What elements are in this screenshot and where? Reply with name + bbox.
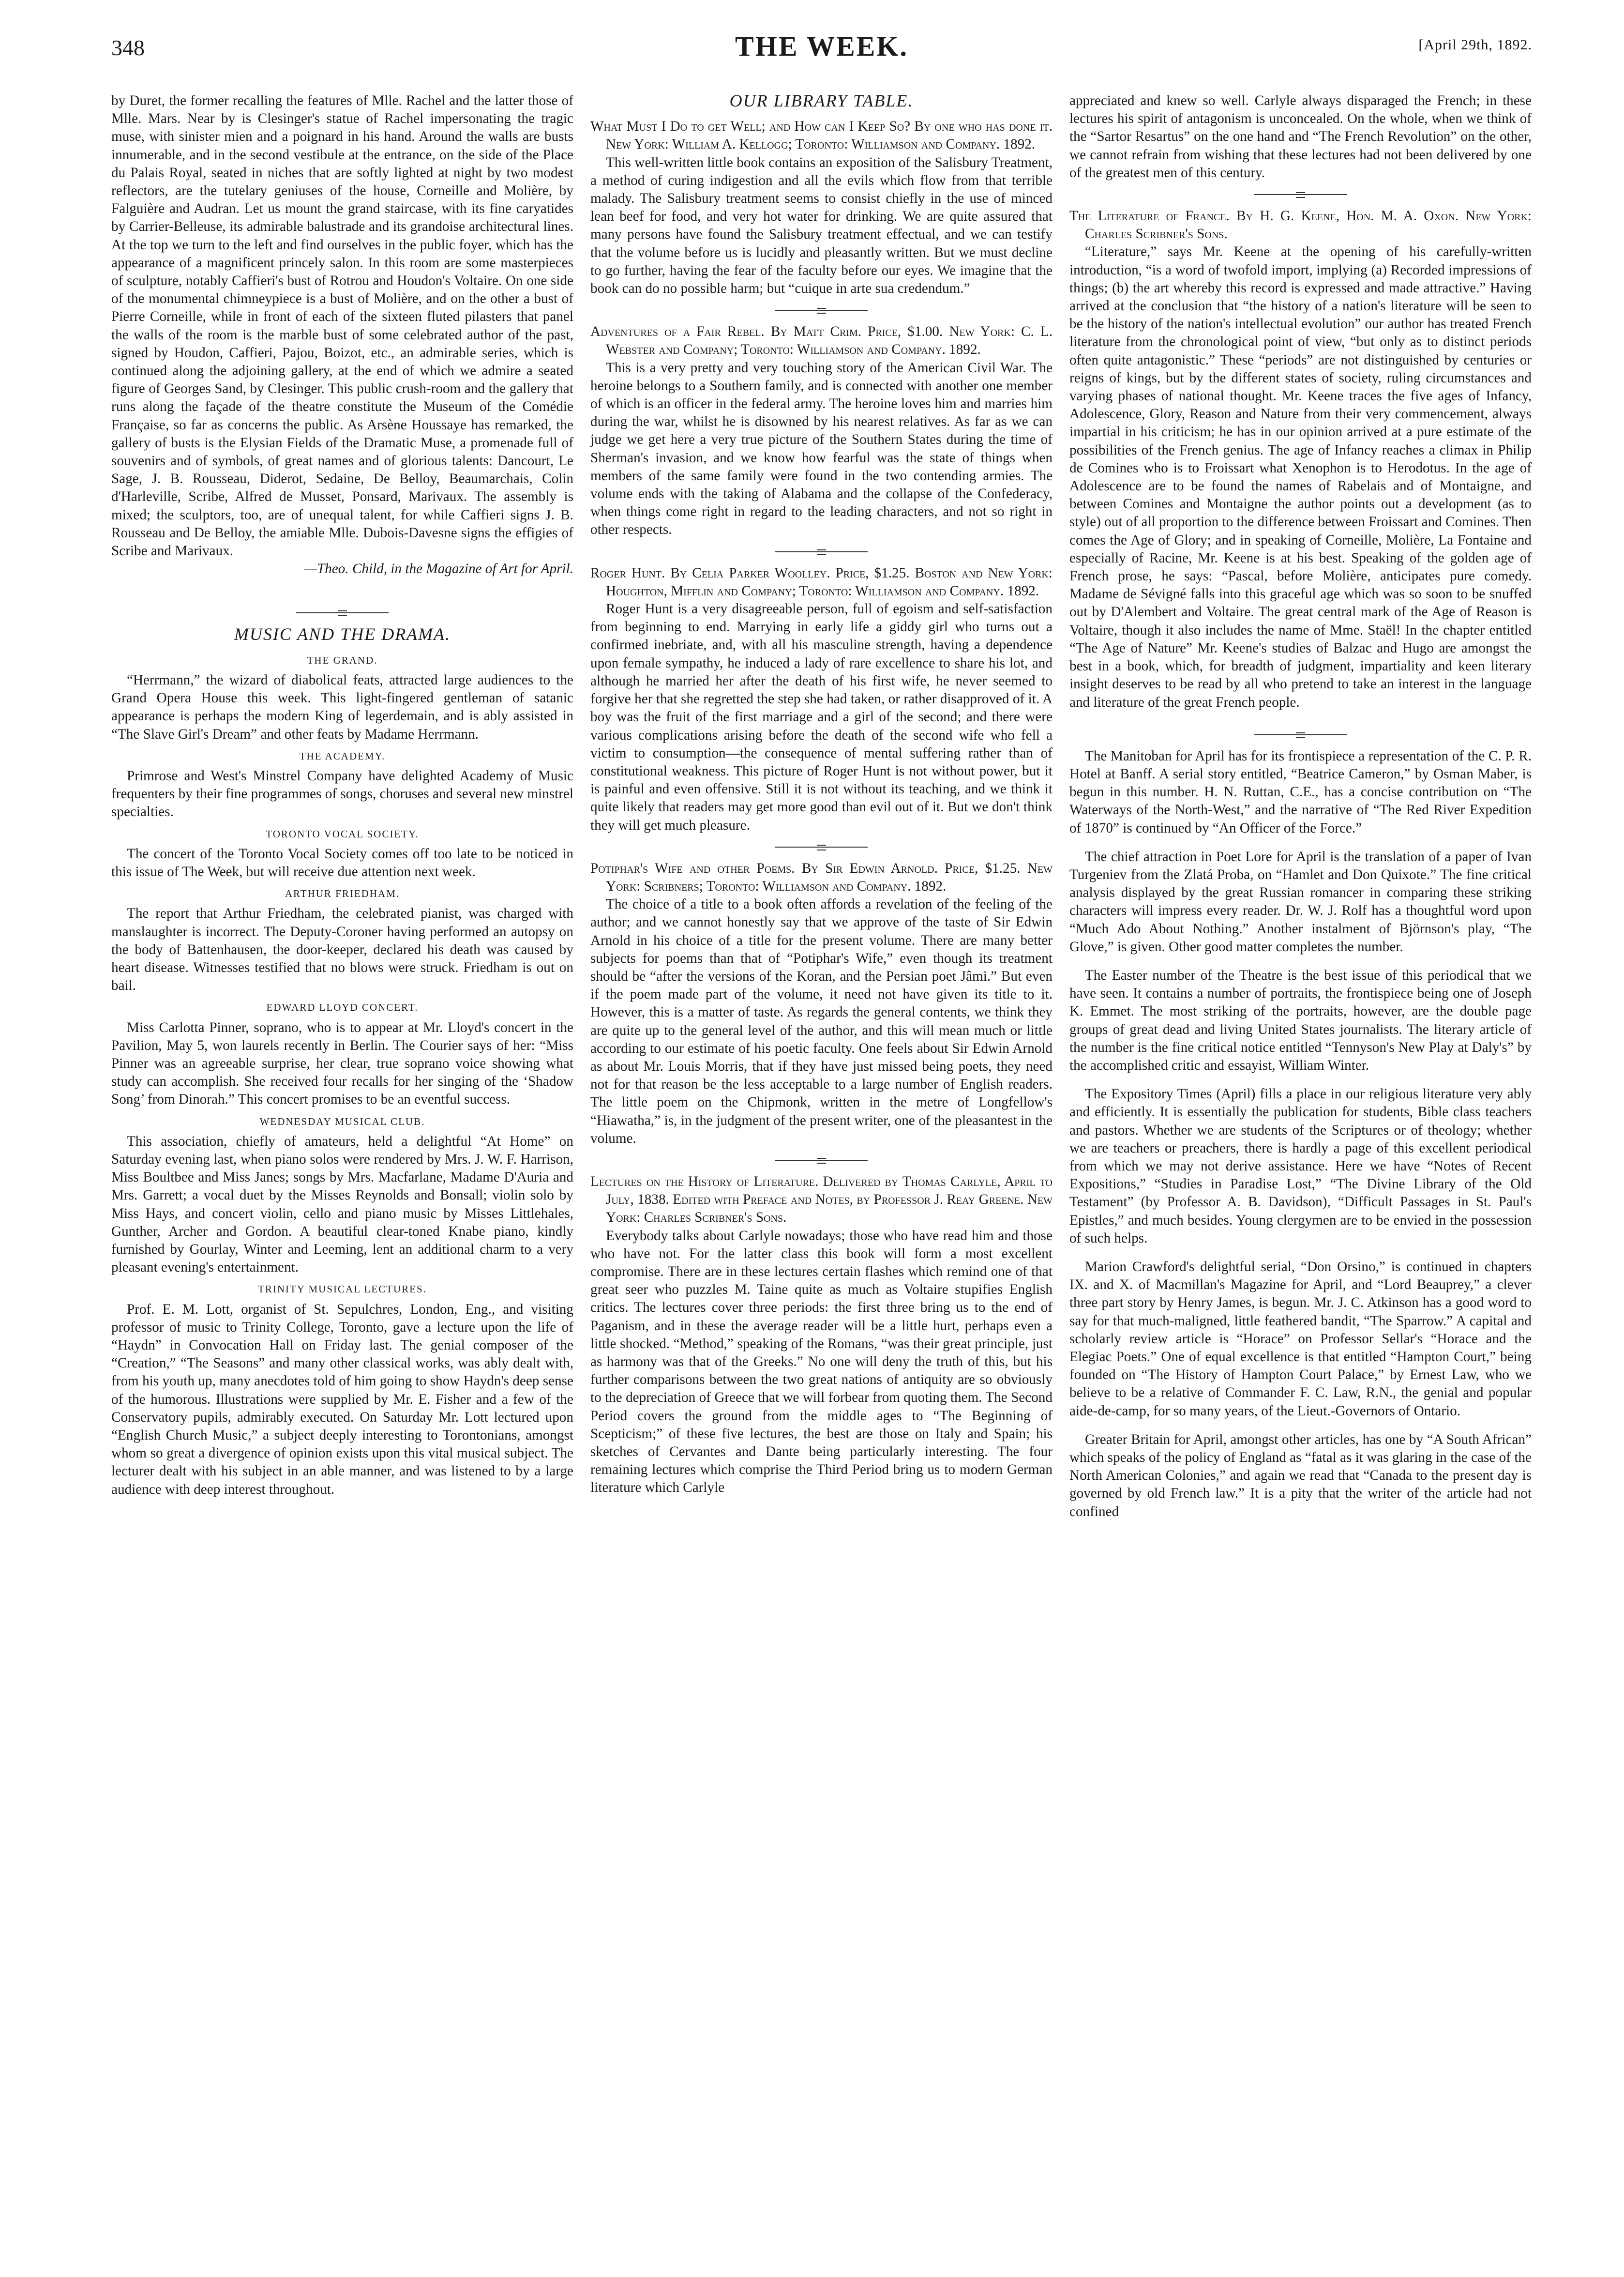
section-rule	[111, 609, 573, 617]
book-heading: Lectures on the History of Literature. Delivered by Thomas Carlyle, April to July, 1838. Edited with Preface and Notes, by Professor J. Reay Greene. New York: Charles Scribner's Sons.	[590, 1173, 1053, 1226]
column-right	[1069, 92, 1532, 1521]
book-heading: Roger Hunt. By Celia Parker Woolley. Price, $1.25. Boston and New York: Houghton, Mifflin and Company; Toronto: Williamson and Company. 1892.	[590, 565, 1053, 599]
periodical-note: Greater Britain for April, amongst other articles, has one by “A South African” which speaks of the policy of England as “fatal as it was glaring in the case of the North American Colonies,” and again we read that “Canada to the present day is governed by old French law.” It is a pity that the writer of the article had not confined	[1069, 1431, 1532, 1519]
subhead-lloyd-concert: EDWARD LLOYD CONCERT.	[266, 1002, 419, 1014]
periodical-note: The Easter number of the Theatre is the best issue of this periodical that we have seen. It contains a number of portraits, the frontispiece being one of Joseph K. Emmet. The most striking of the portraits, however, are the double page groups of great dead and living United States journalists. The literary article of the number is the fine critical notice entitled “Tennyson's New Play at Daly's” by the accomplished critic and essayist, William Winter.	[1069, 967, 1532, 1073]
issue-date: [April 29th, 1892.	[1418, 37, 1532, 53]
item-trinity-lectures: Prof. E. M. Lott, organist of St. Sepulchres, London, Eng., and visiting professor of music to Trinity College, Toronto, gave a lecture upon the life of “Haydn” in Convocation Hall on Friday last. The genial composer of the “Creation,” “The Seasons” and many other classical works, was ably dealt with, from his youth up, many anecdotes told of him going to show Haydn's deep sense of the humorous. Illustrations were supplied by Mr. E. Fisher and a few of the Conservatory pupils, admirably executed. On Saturday Mr. Lott lectured upon “English Church Music,” a subject deeply interesting to Torontonians, amongst whom so great a divergence of opinion exists upon this vital musical subject. The lecturer dealt with his subject in an able manner, and was listened to by a large audience with deep interest throughout.	[111, 1301, 573, 1497]
subhead-wednesday-club: WEDNESDAY MUSICAL CLUB.	[259, 1115, 425, 1127]
section-rule	[1069, 731, 1532, 739]
periodical-note: Marion Crawford's delightful serial, “Don Orsino,” is continued in chapters IX. and X. of Macmillan's Magazine for April, and “Lord Beauprey,” a clever three part story by Henry James, is begun. Mr. J. C. Atkinson has a good word to say for that much-maligned, little feathered bandit, “The Sparrow.” A capital and scholarly review article is “Horace” on Professor Sellar's “Horace and the Elegiac Poets.” One of equal excellence is that entitled “Hampton Court,” being founded on “The History of Hampton Court Palace,” by Ernest Law, who we believe to be a relative of Commander F. C. Law, R.N., the genial and popular aide-de-camp, for so many years, of the Lieut.-Governors of Ontario.	[1069, 1259, 1532, 1419]
column-middle	[590, 92, 1053, 1497]
section-title-library-table: OUR LIBRARY TABLE.	[729, 91, 914, 110]
book-review: The choice of a title to a book often affords a revelation of the feeling of the author; and we cannot honestly say that we approve of the taste of Sir Edwin Arnold in his choice of a title for the present volume. There are many better subjects for poems than that of “Potiphar's Wife,” even though its treatment should be “after the versions of the Koran, and the Persian poet Jâmi.” But even if the poem made part of the volume, it need not have given its title to it. However, this is a matter of taste. As regards the general contents, we think they are quite up to the general level of the author, and this will mean much or little according to our estimate of his poetic faculty. One feels about Sir Edwin Arnold as about Mr. Louis Morris, that if they have just missed being poets, they need not for that reason be the less acceptable to a large number of English readers. The little poem on the Chipmonk, written in the metre of Longfellow's “Hiawatha,” is, in the judgment of the present writer, one of the pleasantest in the volume.	[590, 896, 1053, 1146]
subhead-academy: THE ACADEMY.	[299, 750, 386, 762]
book-heading: Potiphar's Wife and other Poems. By Sir Edwin Arnold. Price, $1.25. New York: Scribners; Toronto: Williamson and Company. 1892.	[590, 860, 1053, 894]
item-vocal-society: The concert of the Toronto Vocal Society comes off too late to be noticed in this issue of The Week, but will receive due attention next week.	[111, 846, 573, 880]
book-review: “Literature,” says Mr. Keene at the opening of his carefully-written introduction, “is a word of twofold import, implying (a) Recorded impressions of things; (b) the art whereby this record is expressed and made attractive.” Having arrived at the conclusion that “the history of a nation's literature will be seen to be the history of the nation's intellectual evolution” our author has treated French literature from the chronological point of view, “but only as to distinct periods often quite antagonistic.” These “periods” are not distinguished by centuries or reigns of kings, but by the different states of society, ruling circumstances and varying phases of national thought. Mr. Keene traces the five ages of Infancy, Adolescence, Glory, Reason and Nature from their very commencement, always impartial in his criticism; he has in our opinion arrived at a pure estimate of the possibilities of the French genius. The age of Infancy reaches a climax in Philip de Comines who is to Froissart what Xenophon is to Herodotus. In the age of Adolescence are to be found the names of Rabelais and of Montaigne, and between Comines and Montaigne the author points out a development (as to style) out of all proportion to the difference between Froissart and Comines. Then comes the Age of Glory; and in speaking of Corneille, Molière, La Fontaine and especially of Racine, Mr. Keene is at his best. Speaking of the golden age of French prose, he says: “Pascal, before Molière, anticipates pure comedy. Madame de Sévigné falls into this graceful age which was so soon to be snuffed out by D'Alembert and Voltaire. The great central mark of the Age of Reason is Voltaire, though it also includes the name of Mme. Staël! In the chapter entitled “The Age of Nature” Mr. Keene's studies of Balzac and Hugo are amongst the best in a book, which, for breadth of judgment, impartiality and keen literary insight deserves to be read by all who pretend to take an interest in the language and literature of the great French people.	[1069, 244, 1532, 710]
item-friedham: The report that Arthur Friedham, the celebrated pianist, was charged with manslaughter is incorrect. The Deputy-Coroner having performed an autopsy on the body of Battenhausen, the door-keeper, declared his death was caused by heart disease. Witnesses testified that no blows were struck. Friedham is out on bail.	[111, 906, 573, 994]
item-wednesday-club: This association, chiefly of amateurs, held a delightful “At Home” on Saturday evening last, when piano solos were rendered by Mrs. J. W. F. Harrison, Miss Boultbee and Miss Janes; songs by Mrs. Macfarlane, Madame D'Auria and Mrs. Garrett; a vocal duet by the Misses Reynolds and Bonsall; violin solo by Miss Hays, and concert violin, cello and piano music by Misses Littlehales, Gunther, Archer and Gordon. A beautiful clear-toned Knabe piano, kindly furnished by Gourlay, Winter and Leeming, lent an additional charm to a very pleasant evening's entertainment.	[111, 1133, 573, 1275]
book-heading: The Literature of France. By H. G. Keene, Hon. M. A. Oxon. New York: Charles Scribner's Sons.	[1069, 208, 1532, 242]
subhead-trinity-lectures: TRINITY MUSICAL LECTURES.	[258, 1283, 427, 1295]
review-rule	[590, 843, 1053, 851]
item-lloyd-concert: Miss Carlotta Pinner, soprano, who is to appear at Mr. Lloyd's concert in the Pavilion, May 5, won laurels recently in Berlin. The Courier says of her: “Miss Pinner was an agreeable surprise, her clear, true soprano voice showing what study can accomplish. She received four recalls for her singing of the ‘Shadow Song’ from Dinorah.” This concert promises to be an eventful success.	[111, 1019, 573, 1108]
book-heading: What Must I Do to get Well; and How can I Keep So? By one who has done it. New York: William A. Kellogg; Toronto: Williamson and Company. 1892.	[590, 119, 1053, 152]
book-review: This is a very pretty and very touching story of the American Civil War. The heroine belongs to a Southern family, and is connected with another one member of which is an officer in the federal army. The heroine loves him and marries him during the war, whilst he is disowned by his nearest relatives. As far as we can judge we get here a very true picture of the Southern States during the time of Sherman's invasion, and we know how fearful was the state of things when members of the same family were found in the two contending armies. The volume ends with the taking of Alabama and the collapse of the Confederacy, when things come right in regard to the leading characters, and not so right in other respects.	[590, 360, 1053, 538]
subhead-vocal-society: TORONTO VOCAL SOCIETY.	[266, 828, 419, 840]
book-heading: Adventures of a Fair Rebel. By Matt Crim. Price, $1.00. New York: C. L. Webster and Company; Toronto: Williamson and Company. 1892.	[590, 324, 1053, 358]
article-continuation: by Duret, the former recalling the features of Mlle. Rachel and the latter those of Mlle. Mars. Near by is Clesinger's statue of Rachel impersonating the tragic muse, with sinister mien and a poignard in his hand. Around the walls are busts innumerable, and in the second vestibule at the entrance, on the side of the Place du Palais Royal, seated in niches that are softly lighted at night by two modest reflectors, are the tutelary geniuses of the house, Corneille and Molière, by Falguière and Audran. Let us mount the grand staircase, with its fine caryatides by Carrier-Belleuse, its admirable balustrade and its grandoise architectural lines. At the top we turn to the left and find ourselves in the public foyer, which has the appearance of a magnificent princely salon. In this room are some masterpieces of sculpture, notably Caffieri's bust of Rotrou and Houdon's Voltaire. On one side of the monumental chimneypiece is a bust of Molière, and on the other a bust of Pierre Corneille, while in front of each of the sixteen fluted pilasters that panel the walls of the room is the marble bust of some celebrated author of the past, signed by Houdon, Caffieri, Pajou, Boizot, etc., an admirable series, which is continued along the adjoining gallery, at the end of which we admire a seated figure of Georges Sand, by Clesinger. This public crush-room and the gallery that runs along the façade of the theatre constitute the Museum of the Comédie Française, so far as concerns the public. As Arsène Houssaye has remarked, the gallery of busts is the Elysian Fields of the Dramatic Muse, a promenade full of souvenirs and of symbols, of great names and of glorious talents: Dancourt, Le Sage, J. B. Rousseau, Diderot, Sedaine, De Belloy, Beaumarchais, Colin d'Harleville, Scribe, Alfred de Musset, Ponsard, Marivaux. The assembly is mixed; the sculptors, too, are of unequal talent, for while Caffieri signs J. B. Rousseau and De Belloy, the amiable Mlle. Dubois-Davesne signs the effigies of Scribe and Marivaux.	[111, 93, 573, 559]
periodical-note: The Expository Times (April) fills a place in our religious literature very ably and efficiently. It is essentially the publication for students, Bible class teachers and pastors. Whether we are students of the Scriptures or of theology; whether we are teachers or preachers, there is hardly a page of this excellent periodical from which we may not derive assistance. Here we have “Notes of Recent Expositions,” “Studies in Paradise Lost,” “The Divine Library of the Old Testament” (by Professor A. B. Davidson), “Difficult Passages in St. Paul's Epistles,” and much besides. Young clergymen are to be envied in the possession of such helps.	[1069, 1086, 1532, 1246]
masthead: THE WEEK.	[735, 30, 908, 62]
periodical-note: The chief attraction in Poet Lore for April is the translation of a paper of Ivan Turgeniev from the Zlatá Proba, on “Hamlet and Don Quixote.” The fine critical analysis displayed by the great Russian romancer in comparing these striking characters will impress every reader. Dr. W. J. Rolf has a thoughtful word upon “Much Ado About Nothing.” Another instalment of Björnson's play, “The Glove,” is given. Other good matter completes the number.	[1069, 849, 1532, 955]
periodical-note: The Manitoban for April has for its frontispiece a representation of the C. P. R. Hotel at Banff. A serial story entitled, “Beatrice Cameron,” by Osman Maber, is begun in this number. H. N. Ruttan, C.E., has a concise contribution on “The Waterways of the North-West,” and the narrative of “The Red River Expedition of 1870” is continued by “An Officer of the Force.”	[1069, 748, 1532, 836]
review-continuation: appreciated and knew so well. Carlyle always disparaged the French; in these lectures his spirit of antagonism is unconcealed. On the whole, when we think of the “Sartor Resartus” on the one hand and “The French Revolution” on the other, we cannot refrain from wishing that these lectures had not been delivered by one of the greatest men of this century.	[1069, 93, 1532, 181]
column-left	[111, 92, 573, 1499]
page-header	[111, 30, 1532, 64]
article-attribution: —Theo. Child, in the Magazine of Art for April.	[304, 561, 573, 577]
review-rule	[590, 306, 1053, 314]
item-academy: Primrose and West's Minstrel Company have delighted Academy of Music frequenters by their fine programmes of songs, choruses and several new minstrel specialties.	[111, 768, 573, 820]
item-grand: “Herrmann,” the wizard of diabolical feats, attracted large audiences to the Grand Opera House this week. This light-fingered gentleman of satanic appearance is perhaps the modern King of legerdemain, and is ably assisted in “The Slave Girl's Dream” and other feats by Madame Herrmann.	[111, 672, 573, 742]
book-review: Everybody talks about Carlyle nowadays; those who have read him and those who have not. For the latter class this book will form a most excellent compromise. There are in these lectures certain flashes which remind one of that great seer who puzzles M. Taine quite as much as Voltaire stupifies English critics. The lectures cover three periods: the first three bring us to the end of Paganism, and in these the average reader will be a little hurt, perhaps even a little shocked. “Method,” speaking of the Romans, “was their great principle, just as harmony was that of the Greeks.” No one will deny the truth of this, but his further comparisons between the two great nations of antiquity are so obviously to the depreciation of Greece that we will forbear from quoting them. The Second Period covers the ground from the middle ages to “The Beginning of Scepticism;” of these five lectures, the best are those on Italy and Spain; his sketches of Cervantes and Dante being particularly interesting. The four remaining lectures which comprise the Third Period bring us to modern German literature which Carlyle	[590, 1228, 1053, 1496]
subhead-friedham: ARTHUR FRIEDHAM.	[285, 888, 400, 900]
review-rule	[590, 1156, 1053, 1164]
review-rule	[590, 548, 1053, 556]
section-title-music-drama: MUSIC AND THE DRAMA.	[234, 624, 451, 644]
book-review: This well-written little book contains an exposition of the Salisbury Treatment, a method of curing indigestion and all the evils which flow from that terrible malady. The Salisbury treatment seems to consist chiefly in the use of minced lean beef for food, and very hot water for drinking. We are quite assured that many persons have found the Salisbury treatment effectual, and we can testify that the volume before us is lucidly and pleasantly written. But we must decline to go further, having the fear of the faculty before our eyes. We imagine that the book can do no possible harm; but “cuique in arte sua credendum.”	[590, 154, 1053, 297]
subhead-grand: THE GRAND.	[307, 654, 378, 666]
page-number: 348	[111, 35, 145, 60]
book-review: Roger Hunt is a very disagreeable person, full of egoism and self-satisfaction from beginning to end. Marrying in early life a giddy girl who turns out a confirmed inebriate, and, with all his masculine strength, having a dependence upon female sympathy, he induced a lady of rare excellence to share his lot, and although he married her after the death of his first wife, he never seemed to forgive her that she regretted the step she had taken, or rather disapproved of it. A boy was the fruit of the first marriage and a girl of the second; and there were various complications arising before the death of the second wife who fell a victim to consumption—the consequence of mental suffering rather than of constitutional weakness. This picture of Roger Hunt is not without power, but it is painful and even offensive. Still it is not without its teaching, and we think it quite likely that readers may get more good than evil out of it. But we don't think they will get much pleasure.	[590, 601, 1053, 833]
review-rule	[1069, 191, 1532, 198]
